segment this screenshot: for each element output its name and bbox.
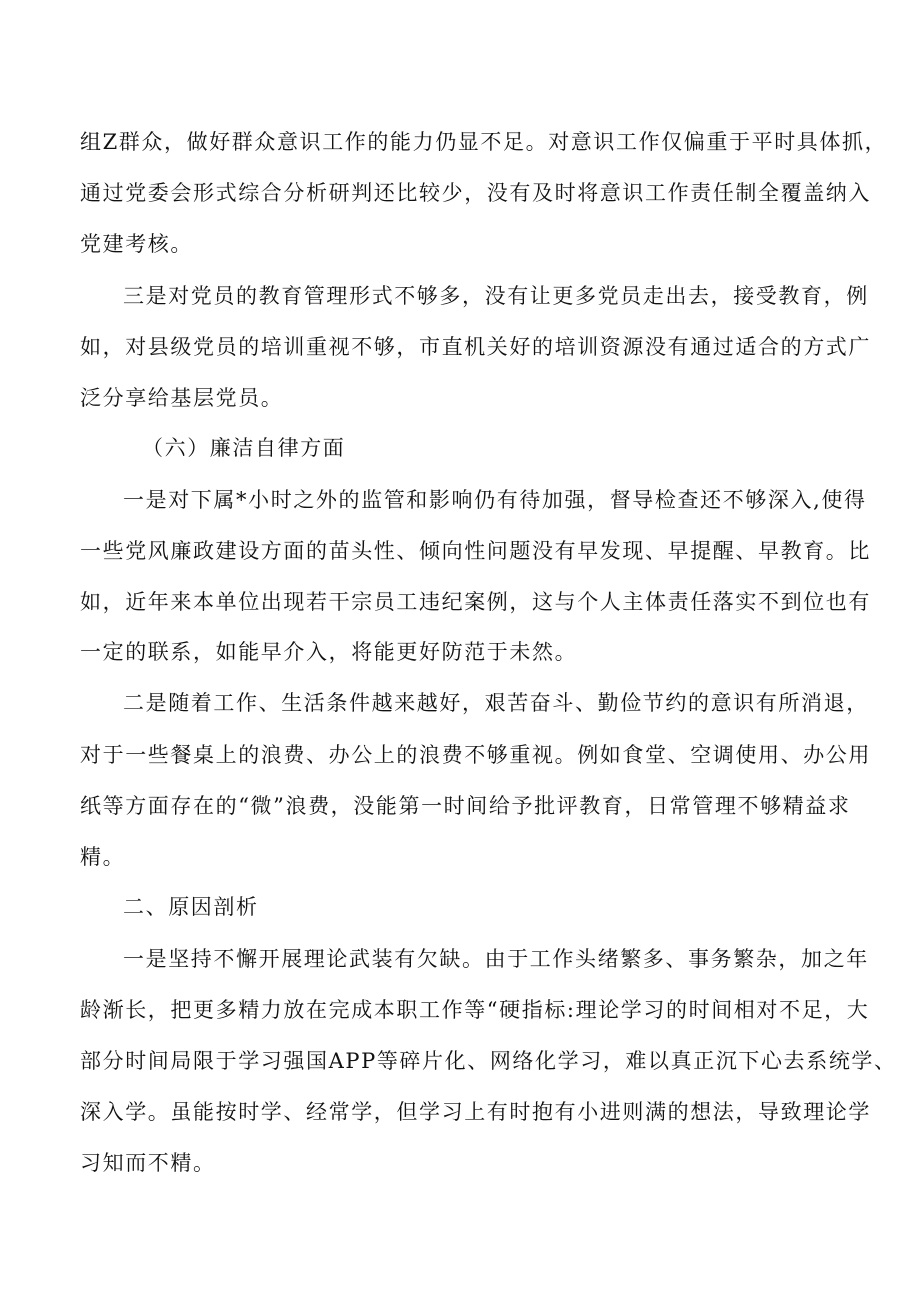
paragraph-line: 习知而不精。 xyxy=(80,1151,216,1175)
paragraph-line: 二是随着工作、生活条件越来越好，艰苦奋斗、勤俭节约的意识有所消退， xyxy=(123,691,869,715)
paragraph-line: 一是对下属*小时之外的监管和影响仍有待加强，督导检查还不够深入,使得 xyxy=(123,488,867,512)
paragraph-line: 一些党风廉政建设方面的苗头性、倾向性问题没有早发现、早提醒、早教育。比 xyxy=(80,539,871,563)
paragraph-line: 纸等方面存在的“微”浪费，没能第一时间给予批评教育，日常管理不够精益求 xyxy=(80,794,851,818)
paragraph-line: 如，近年来本单位出现若干宗员工违纪案例，这与个人主体责任落实不到位也有 xyxy=(80,590,871,614)
paragraph-line: 对于一些餐桌上的浪费、办公上的浪费不够重视。例如食堂、空调使用、办公用 xyxy=(80,743,871,767)
section-heading: （六）廉洁自律方面 xyxy=(142,436,346,460)
paragraph-line: 一是坚持不懈开展理论武装有欠缺。由于工作头绪繁多、事务繁杂，加之年 xyxy=(123,947,869,971)
paragraph-line: 龄渐长，把更多精力放在完成本职工作等“硬指标:理论学习的时间相对不足，大 xyxy=(80,998,870,1022)
paragraph-line: 泛分享给基层党员。 xyxy=(80,386,284,410)
paragraph-line: 党建考核。 xyxy=(80,232,193,256)
paragraph-line: 精。 xyxy=(80,845,126,869)
paragraph-line: 一定的联系，如能早介入，将能更好防范于未然。 xyxy=(80,640,578,664)
paragraph-line: 组Z群众，做好群众意识工作的能力仍显不足。对意识工作仅偏重于平时具体抓， xyxy=(80,130,888,154)
paragraph-line: 三是对党员的教育管理形式不够多，没有让更多党员走出去，接受教育，例 xyxy=(123,284,869,308)
paragraph-line: 如，对县级党员的培训重视不够，市直机关好的培训资源没有通过适合的方式广 xyxy=(80,335,871,359)
section-heading: 二、原因剖析 xyxy=(123,895,259,919)
paragraph-line: 通过党委会形式综合分析研判还比较少，没有及时将意识工作责任制全覆盖纳入 xyxy=(80,181,871,205)
paragraph-line: 深入学。虽能按时学、经常学，但学习上有时抱有小进则满的想法，导致理论学 xyxy=(80,1100,871,1124)
paragraph-line: 部分时间局限于学习强国APP等碎片化、网络化学习，难以真正沉下心去系统学、 xyxy=(80,1049,897,1073)
